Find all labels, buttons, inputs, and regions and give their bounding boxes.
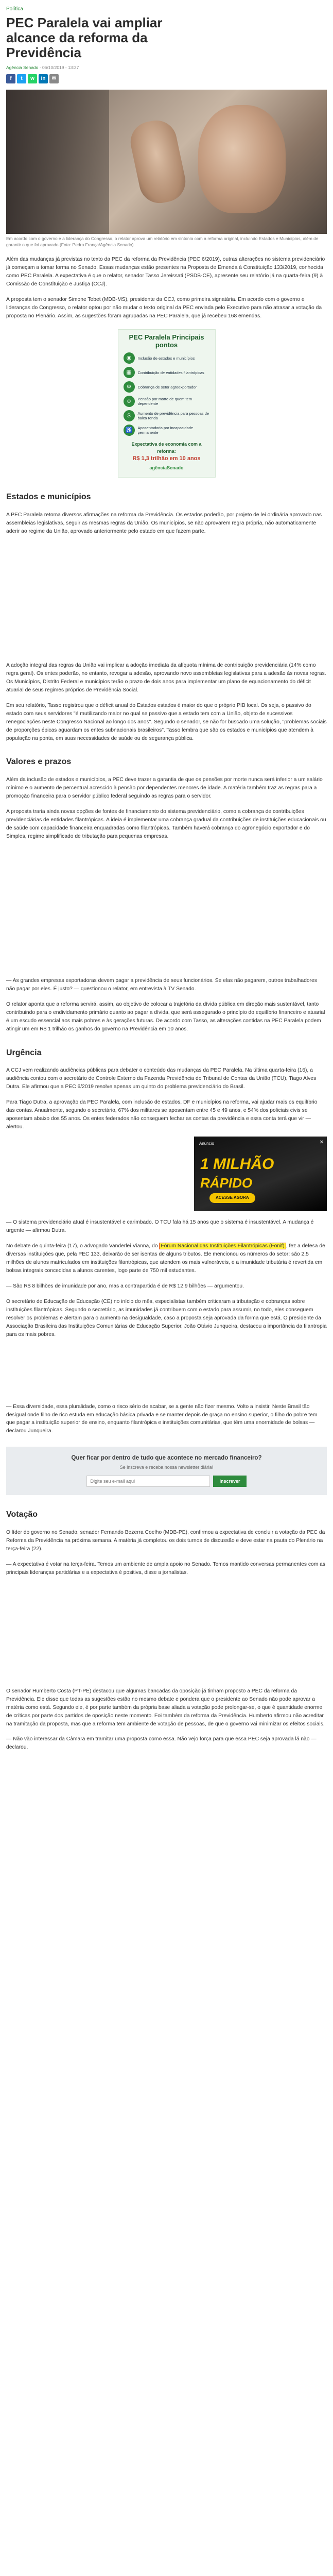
section1-paragraph-3: Em seu relatório, Tasso registrou que o déficit anual do Estados estados é maior do que o próprio PIB local. Os seja, o passivo do estado com seus servidores "é mutilizando maior no qual se passivo que a estado tem com a União, objeto de sucessivos renegociações neste Congresso Nacional ao longo dos anos". Segundo o senador, se não for buscado uma solução, "problemas sociais de proporções épicas aguardam os entes subnacionais brasileiros". Tasso lembra que são os estados e municípios que atendem à população na ponta, em suas necessidades de saúde ou de segurança pública. (6, 702, 327, 741)
newsletter-subtitle: Se inscreva e receba nossa newsletter diária! (119, 1465, 214, 1470)
ad-headline-2: RÁPIDO (200, 1175, 253, 1191)
newsletter-question: Quer ficar por dentro de tudo que acontece no mercado financeiro? (71, 1455, 262, 1462)
article-title: PEC Paralela vai ampliar alcance da reforma da Previdência (6, 14, 163, 60)
linkedin-share-icon[interactable]: in (39, 74, 48, 83)
infographic-subtitle: Expectativa de economia com a reforma: (131, 442, 202, 454)
section3-quote-3: — Essa diversidade, essa pluralidade, como o risco sério de acabar, se a gente não fizer mesmo. Volto a insistir. Neste Brasil tão desigual onde filho de rico estuda em educação básica privada e se manter depois de graça no ensino superior, o filho do pobre tem que pagar a instituição superior de ensino, enquanto filantrópica e instituições comunitárias, que têm uma enormidade de bolsas — declarou Junqueira. (6, 1403, 318, 1434)
infographic-item: $ Aumento de previdência para pessoas de baixa renda (124, 410, 210, 421)
close-icon[interactable]: ✕ (319, 1140, 324, 1146)
section2-paragraph-3: O relator aponta que a reforma servirá, assim, ao objetivo de colocar a trajetória da dívida pública em direção mais sustentável, tanto contribuindo para o endividamento primário quanto ao pagar a dívida, que será assegurado o princípio do equilíbrio financeiro e atuarial é um escudo essencial aos mais pobres e às gerações futuras. De acordo com Tasso, as alterações contidas na PEC Paralela podem atingir um em R$ 1 trilhão os ganhos do governo na Previdência em 10 anos. (6, 1001, 325, 1032)
intro-paragraph-1: Além das mudanças já previstas no texto da PEC da reforma da Previdência (PEC 6/2019), outras alterações no sistema previdenciário já começam a tomar forma no Senado. Essas mudanças estão presentes na Proposta de Emenda à Constituição 133/2019, conhecida como PEC Paralela. A expectativa é que o relator, senador Tasso Jereissati (PSDB-CE), apresente seu relatório já na quarta-feira (9) à Comissão de Constituição e Justiça (CCJ). (6, 256, 325, 287)
email-share-icon[interactable]: ✉ (49, 74, 59, 83)
newsletter-box (6, 1447, 327, 1495)
infographic-value: R$ 1,3 trilhão em 10 anos (132, 455, 201, 462)
section4-paragraph-1: O líder do governo no Senado, senador Fernando Bezerra Coelho (MDB-PE), confirmou a expectativa de concluir a votação da PEC da Reforma da Previdência na próxima semana. A matéria já completou os dois turnos de discussão e deve estar na pauta do Plenário na terça-feira (22). (6, 1529, 325, 1552)
video-ad[interactable] (194, 1137, 327, 1211)
section2-quote: — As grandes empresas exportadoras devem pagar a previdência de seus funcionários. Se elas não pagarem, outros trabalhadores não pagar por eles. É justo? — questionou o relator, em entrevista à TV Senado. (6, 977, 317, 992)
section1-paragraph-2: A adoção integral das regras da União vai implicar a adoção imediata da alíquota mínima de contribuição previdenciária (14% como regra geral). Os entes poderão, no entanto, revogar a adesão, aprovando novo assembleias legislativas para a adesão às novas regras. Os Municípios, Distrito Federal e municípios terão o prazo de dois anos para implementar um plano de equacionamento do déficit atuarial de seus regimes próprios de Previdência Social. (6, 662, 326, 693)
section3-quote-2: — São R$ 8 bilhões de imunidade por ano, mas a contrapartida é de R$ 12,9 bilhões — argumentou. (6, 1283, 244, 1289)
photo-caption: Em acordo com o governo e a liderança do Congresso, o relator aprova um relatório em sintonia com a reforma original, incluindo Estados e Municípios, além de garantir o que foi aprovado (Foto: Pedro França/Agência Senado) (6, 236, 319, 247)
ad-cta-button[interactable]: ACESSE AGORA (209, 1193, 255, 1202)
section-heading-votacao: Votação (6, 1510, 38, 1519)
ad-space (6, 536, 327, 654)
section-heading-urgencia: Urgência (6, 1048, 42, 1057)
section-heading-valores: Valores e prazos (6, 757, 72, 767)
infographic (118, 329, 216, 478)
newsletter-submit-button[interactable]: Inscrever (213, 1476, 246, 1487)
ad-space (6, 841, 327, 970)
section3-paragraph-3: No debate de quinta-feira (17), o advogado Vanderlei Vianna, do Fórum Nacional das Instituições Filantrópicas (Fonif) , fez a defesa de diversas instituições que, pela PEC 133, deixarão de ser isentas de alguns tributos. Ele mencionou os números do setor: são 2,5 milhões de alunos matriculados em instituições filantrópicas, que atendem os mais vulneráveis, e a imunidade tributária é revertida em bolsas integrais concedidas a alunos carentes, logo parte de 750 mil estudantes. (6, 1243, 325, 1274)
section3-paragraph-2: Para Tiago Dutra, a aprovação da PEC Paralela, com inclusão de estados, DF e municípios na reforma, vai ajudar mais os equilíbrio das contas. Anualmente, segundo o secretário, 67% dos militares se aposentam entre 45 e 49 anos, e 54% dos policiais civis se aposentam abaixo dos 55 anos. Os entes federados não conseguem fechar as contas da previdência e essa conta terá que vir — alertou. (6, 1099, 318, 1130)
wheelchair-icon: ♿ (124, 425, 135, 436)
ad-headline-1: 1 MILHÃO (200, 1156, 274, 1173)
newsletter-form (15, 1476, 318, 1487)
section2-paragraph-1: Além da inclusão de estados e municípios, a PEC deve trazer a garantia de que os pensões por morte nunca será inferior a um salário mínimo e o aumento de percentual acrescido à pensão por dependentes menores de idade. A matéria também traz as regras para a promoção financeira para o servidor público federal seguindo as regras para o servidor. (6, 777, 323, 800)
section1-paragraph-1: A PEC Paralela retoma diversos afirmações na reforma da Previdência. Os estados poderão, por projeto de lei ordinária aprovado nas assembleias legislativas, seguir as mesmas regras da União. Os municípios, se não aprovarem regra própria, não automaticamente aderir ao regime da União, aprovado anteriormente pelo estado em que fazem parte. (6, 512, 322, 534)
facebook-share-icon[interactable]: f (6, 74, 15, 83)
section3-paragraph-4: O secretário de Educação de Educação (CE) no início do mês, especialistas também criticaram a tributação e cobranças sobre instituições filantrópicas. Segundo o secretário, as imunidades já contribuem com o estado para assumir, no todo, eles conseguem resolver os problemas e alertam para o aumento na desigualdade, caso a proposta seja aprovada da forma que está. O presidente da Associação Brasileira das Instituições Comunitárias de Educação Superior, João Otávio Junqueira, destacou a importância da filantropia para os mais pobres. (6, 1298, 327, 1337)
share-bar (6, 74, 327, 83)
infographic-item: ☺ Pensão por morte de quem tem dependente (124, 396, 210, 407)
article-photo (6, 90, 327, 234)
ad-space (6, 1577, 327, 1680)
infographic-item: ▦ Contribuição de entidades filantrópicas (124, 367, 210, 378)
infographic-item: ⚙ Cobrança de setor agroexportador (124, 381, 210, 393)
coin-icon: $ (124, 410, 135, 421)
ad-space (6, 1339, 327, 1396)
article-date: 06/10/2019 - 13:27 (42, 64, 79, 70)
article-author[interactable]: Agência Senado (6, 64, 39, 70)
article-byline: Agência Senado · 06/10/2019 - 13:27 (6, 64, 79, 70)
highlighted-organization: Fórum Nacional das Instituições Filantrópicas (Fonif) (159, 1243, 286, 1249)
agencia-senado-logo: agênciaSenado (149, 465, 184, 471)
section4-quote-2: — Não vão interessar da Câmara em tramitar uma proposta como essa. Não vejo força para que essa PEC seja aprovada lá não — declarou. (6, 1736, 317, 1751)
twitter-share-icon[interactable]: t (17, 74, 26, 83)
map-icon: ◉ (124, 352, 135, 364)
section4-paragraph-2: O senador Humberto Costa (PT-PE) destacou que algumas bancadas da oposição já tinham proposto a PEC da reforma da Previdência. Ele disse que todas as sugestões estão no mesmo debate e pondera que o presidente ao Senado não pode aprovar a matéria como está. Segundo ele, é por parte também da própria base aliada a votação pode prolongar-se, o que é quantidade enorme de críticas por parte dos partidos de oposição neste momento. Foi também da reforma da Previdência. Humberto afirmou não acreditar na tramitação da proposta, mas que a reforma tem ambiente de votação de pessoas, de que o governo vai minimizar os efeitos sociais. (6, 1688, 325, 1727)
article-category[interactable]: Política (6, 6, 23, 12)
section2-paragraph-2: A proposta traria ainda novas opções de fontes de financiamento do sistema previdenciário, como a cobrança de contribuições previdenciárias de entidades filantrópicas. A ideia é implementar uma cobrança gradual da contribuições de instituições educacionais ou de saúde com capacidade financeira enquadradas como filantrópicas. Também haverá cobrança do agronegócio exportador e do Simples, regime simplificado de tributação para pequenas empresas. (6, 809, 326, 839)
infographic-title: PEC Paralela Principais pontos (129, 333, 204, 349)
whatsapp-share-icon[interactable]: w (28, 74, 37, 83)
tractor-icon: ⚙ (124, 381, 135, 393)
section-heading-estados: Estados e municípios (6, 493, 91, 502)
ad-label: Anúncio (199, 1141, 214, 1146)
family-icon: ☺ (124, 396, 135, 407)
building-icon: ▦ (124, 367, 135, 378)
infographic-item: ◉ Inclusão de estados e municípios (124, 352, 210, 364)
article-container (0, 5, 333, 1772)
section3-quote-1: — O sistema previdenciário atual é insustentável e carimbado. O TCU fala há 15 anos que o sistema é insustentável. A mudança é urgente — afirmou Dutra. (6, 1219, 314, 1234)
section3-paragraph-1: A CCJ vem realizando audiências públicas para debater o conteúdo das mudanças da PEC Paralela. Na última quarta-feira (16), a audiência contou com o secretário de Controle Externo da Fazenda Previdência do Tribunal de Contas da União (TCU), Tiago Alves Dutra. Ele afirmou que a PEC 6/2019 resolve apenas um quinto do problema previdenciário do Brasil. (6, 1067, 317, 1090)
infographic-item: ♿ Aposentadoria por incapacidade permanente (124, 425, 210, 436)
intro-paragraph-2: A proposta tem o senador Simone Tebet (MDB-MS), presidente da CCJ, como primeira signatária. Em acordo com o governo e lideranças do Congresso, o relator optou por não mudar o texto original da PEC enviada pelo Executivo para não atrasar a votação da proposta no Plenário. Assim, as sugestões foram agrupadas na PEC Paralela, que já recebeu 168 emendas. (6, 296, 322, 319)
section4-quote: — A expectativa é votar na terça-feira. Temos um ambiente de ampla apoio no Senado. Temos mantido conversas permanentes com as principais lideranças partidárias e a expectativa é positiva, disse a jornalistas. (6, 1561, 326, 1575)
newsletter-email-input[interactable] (86, 1476, 210, 1487)
